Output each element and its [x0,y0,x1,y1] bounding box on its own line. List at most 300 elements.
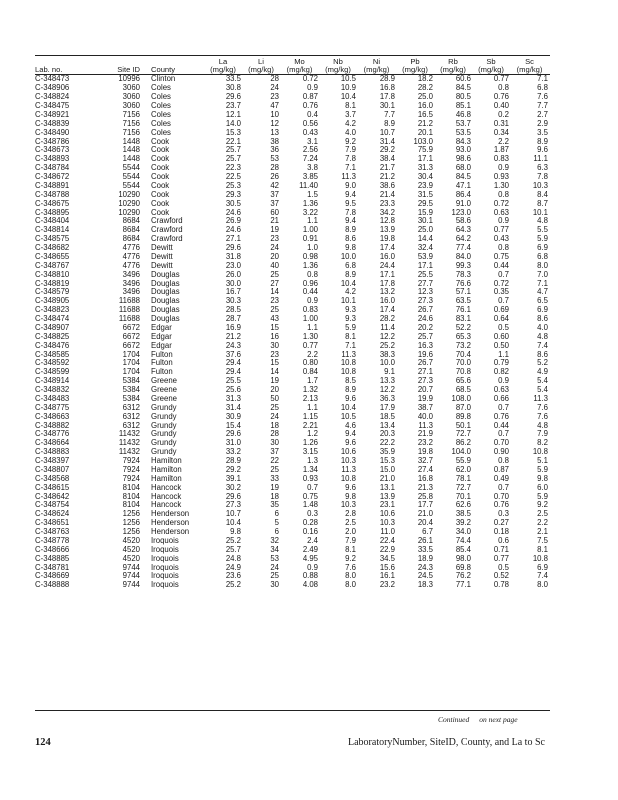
site-id-cell: 6312 [122,403,140,412]
site-id-cell: 4776 [122,261,140,270]
pb-cell: 26.7 [417,306,433,315]
column-header-unit: (mg/kg) [478,66,504,75]
nb-cell: 10.3 [340,501,356,510]
table-row [35,466,550,475]
mo-cell: 0.4 [307,110,318,119]
lab-number-cell: C-348483 [35,394,70,403]
ni-cell: 13.9 [379,226,395,235]
sc-cell: 7.6 [537,93,548,102]
table-row [35,546,550,555]
li-cell: 20 [270,386,279,395]
pb-cell: 25.5 [417,270,433,279]
sb-cell: 0.18 [493,528,509,537]
rb-cell: 58.6 [455,217,471,226]
sc-cell: 8.0 [537,581,548,590]
pb-cell: 31.5 [417,190,433,199]
sc-cell: 2.7 [537,110,548,119]
la-cell: 23.6 [225,572,241,581]
nb-cell: 8.1 [345,332,356,341]
la-cell: 28.5 [225,306,241,315]
ni-cell: 13.3 [379,377,395,386]
li-cell: 25 [270,270,279,279]
sc-cell: 8.9 [537,137,548,146]
ni-cell: 12.8 [379,217,395,226]
ni-cell: 17.8 [379,93,395,102]
sc-cell: 5.9 [537,492,548,501]
rb-cell: 70.4 [455,350,471,359]
lab-number-cell: C-348921 [35,110,70,119]
sc-cell: 6.0 [537,483,548,492]
rb-cell: 47.1 [455,181,471,190]
table-row [35,359,550,368]
mo-cell: 11.40 [299,181,318,190]
sb-cell: 0.7 [498,270,509,279]
nb-cell: 10.9 [340,84,356,93]
table-row [35,324,550,333]
lab-number-cell: C-348682 [35,244,70,253]
sb-cell: 0.2 [498,110,509,119]
mo-cell: 0.9 [307,297,318,306]
nb-cell: 11.3 [341,465,356,474]
lab-number-cell: C-348907 [35,323,70,332]
rb-cell: 65.6 [455,377,471,386]
la-cell: 37.6 [225,350,241,359]
lab-number-cell: C-348882 [35,421,70,430]
ni-cell: 11.0 [380,528,395,537]
table-row [35,129,550,138]
table-row [35,200,550,209]
ni-cell: 16.8 [379,84,395,93]
mo-cell: 0.76 [302,102,318,111]
lab-number-cell: C-348585 [35,350,70,359]
lab-number-cell: C-348885 [35,554,70,563]
table-row [35,84,550,93]
rb-cell: 93.0 [455,146,471,155]
site-id-cell: 1256 [122,528,140,537]
li-cell: 25 [270,403,279,412]
sc-cell: 6.9 [537,563,548,572]
rb-cell: 80.5 [455,93,471,102]
mo-cell: 1.36 [302,261,318,270]
ni-cell: 11.4 [380,323,395,332]
sb-cell: 0.44 [493,421,509,430]
pb-cell: 17.1 [417,261,433,270]
site-id-cell: 10290 [118,190,140,199]
sb-cell: 0.82 [493,368,509,377]
rb-cell: 78.1 [455,474,471,483]
pb-cell: 16.5 [417,110,433,119]
li-cell: 22 [270,457,279,466]
mo-cell: 0.84 [302,368,318,377]
nb-cell: 10.5 [340,74,356,84]
rb-cell: 108.0 [451,394,471,403]
lab-number-cell: C-348404 [35,217,70,226]
mo-cell: 1.32 [302,386,318,395]
column-header-unit: (mg/kg) [286,66,313,75]
mo-cell: 1.3 [307,457,318,466]
la-cell: 31.4 [225,403,241,412]
site-id-cell: 11432 [118,439,140,448]
site-id-cell: 4520 [122,536,140,545]
ni-cell: 10.6 [379,510,395,519]
sb-cell: 0.35 [493,288,509,297]
nb-cell: 8.1 [345,102,356,111]
ni-cell: 7.7 [384,110,395,119]
li-cell: 28 [270,74,279,84]
li-cell: 14 [270,288,279,297]
rb-cell: 76.2 [455,572,471,581]
nb-cell: 9.8 [345,492,356,501]
site-id-cell: 3060 [122,84,140,93]
la-cell: 24.3 [225,341,241,350]
sb-cell: 0.7 [498,403,509,412]
lab-number-cell: C-348810 [35,270,70,279]
site-id-cell: 1448 [122,155,140,164]
ni-cell: 38.6 [379,181,395,190]
lab-number-cell: C-348888 [35,581,70,590]
rb-cell: 70.8 [455,368,471,377]
geochemistry-table [35,58,550,590]
la-cell: 26.0 [225,270,241,279]
county-cell: Fulton [151,368,173,377]
sb-cell: 0.87 [493,465,509,474]
column-header-unit: (mg/kg) [248,66,274,75]
lab-number-cell: C-348823 [35,306,70,315]
sc-cell: 5.9 [537,235,548,244]
site-id-cell: 5384 [122,377,140,386]
li-cell: 19 [270,377,279,386]
table-row [35,430,550,439]
sc-cell: 8.0 [537,261,548,270]
lab-number-cell: C-348473 [35,74,70,84]
ni-cell: 15.3 [379,457,395,466]
sc-cell: 11.3 [533,394,548,403]
rb-cell: 98.6 [455,155,471,164]
la-cell: 22.3 [225,164,241,173]
county-cell: Cook [151,155,170,164]
county-cell: Iroquois [151,554,179,563]
table-row [35,484,550,493]
county-cell: Crawford [151,217,183,226]
column-header-name: Li [258,58,264,66]
li-cell: 37 [270,199,279,208]
table-row [35,102,550,111]
lab-number-cell: C-348474 [35,315,70,324]
site-id-cell: 11432 [118,448,140,457]
la-cell: 16.7 [225,288,241,297]
lab-number-cell: C-348893 [35,155,70,164]
mo-cell: 3.15 [302,448,318,457]
lab-number-cell: C-348663 [35,412,70,421]
ni-cell: 10.0 [379,359,395,368]
site-id-cell: 5384 [122,386,140,395]
table-row [35,173,550,182]
sb-cell: 0.8 [498,190,509,199]
mo-cell: 0.77 [302,341,318,350]
rb-cell: 87.0 [455,403,471,412]
lab-number-cell: C-348832 [35,386,70,395]
ni-cell: 15.0 [379,465,395,474]
sb-cell: 0.49 [493,474,509,483]
county-cell: Cook [151,173,170,182]
site-id-cell: 7156 [122,119,140,128]
site-id-cell: 4776 [122,244,140,253]
mo-cell: 0.88 [302,572,318,581]
sb-cell: 0.34 [493,128,509,137]
sc-cell: 7.1 [537,74,548,84]
county-cell: Cook [151,146,170,155]
la-cell: 29.6 [225,244,241,253]
county-cell: Douglas [151,315,180,324]
sb-cell: 0.63 [493,208,509,217]
page-number: 124 [35,737,51,748]
sb-cell: 1.87 [493,146,509,155]
sb-cell: 0.27 [493,519,509,528]
la-cell: 29.6 [225,93,241,102]
sc-cell: 2.5 [537,510,548,519]
rb-cell: 72.7 [455,430,471,439]
pb-cell: 23.9 [417,181,433,190]
lab-number-cell: C-348906 [35,84,70,93]
ni-cell: 35.9 [379,448,395,457]
mo-cell: 2.4 [307,536,318,545]
mo-cell: 0.7 [307,483,318,492]
nb-cell: 7.6 [345,563,356,572]
table-row [35,120,550,129]
rb-cell: 53.7 [455,119,471,128]
pb-cell: 18.9 [417,554,433,563]
la-cell: 29.3 [225,190,241,199]
pb-cell: 27.3 [417,377,433,386]
nb-cell: 8.5 [345,377,356,386]
pb-cell: 25.8 [417,492,433,501]
sb-cell: 0.79 [493,359,509,368]
site-id-cell: 5544 [122,173,140,182]
rb-cell: 46.8 [455,110,471,119]
li-cell: 21 [270,217,279,226]
table-bottom-rule [35,710,550,711]
table-row [35,564,550,573]
mo-cell: 0.16 [302,528,318,537]
pb-cell: 75.9 [417,146,433,155]
ni-cell: 24.4 [379,261,395,270]
li-cell: 35 [270,501,279,510]
mo-cell: 0.56 [302,119,318,128]
table-row [35,439,550,448]
county-cell: Iroquois [151,563,179,572]
ni-cell: 29.2 [379,146,395,155]
pb-cell: 23.2 [417,439,433,448]
site-id-cell: 1704 [122,368,140,377]
pb-cell: 20.7 [417,386,433,395]
sc-cell: 2.1 [537,528,548,537]
lab-number-cell: C-348655 [35,252,70,261]
rb-cell: 84.5 [455,173,471,182]
la-cell: 30.3 [225,297,241,306]
nb-cell: 7.1 [345,164,356,173]
ni-cell: 21.4 [379,190,395,199]
lab-number-cell: C-348891 [35,181,70,190]
site-id-cell: 1256 [122,519,140,528]
county-cell: Henderson [151,510,190,519]
ni-cell: 21.0 [379,474,395,483]
mo-cell: 1.30 [302,332,318,341]
li-cell: 26 [270,173,279,182]
table-row [35,297,550,306]
lab-number-cell: C-348669 [35,572,70,581]
sb-cell: 0.6 [498,536,509,545]
sb-cell: 0.77 [493,226,509,235]
nb-cell: 8.1 [345,545,356,554]
table-row [35,306,550,315]
mo-cell: 1.34 [302,465,318,474]
table-row [35,333,550,342]
running-footer-title: LaboratoryNumber, SiteID, County, and La to Sc [348,737,545,748]
county-cell: Iroquois [151,536,179,545]
sb-cell: 0.5 [498,323,509,332]
table-row [35,395,550,404]
sb-cell: 0.90 [493,448,509,457]
site-id-cell: 8684 [122,235,140,244]
li-cell: 15 [270,323,279,332]
rb-cell: 86.4 [455,190,471,199]
la-cell: 24.6 [225,226,241,235]
lab-number-cell: C-348776 [35,430,70,439]
mo-cell: 3.22 [302,208,318,217]
pb-cell: 24.6 [417,315,433,324]
nb-cell: 10.4 [340,403,356,412]
nb-cell: 9.4 [345,217,356,226]
county-cell: Greene [151,377,178,386]
rb-cell: 84.5 [455,84,471,93]
column-header-unit: (mg/kg) [402,66,428,75]
pb-cell: 33.5 [417,545,433,554]
pb-cell: 103.0 [413,137,433,146]
table-top-rule [35,55,550,56]
mo-cell: 1.5 [307,190,318,199]
next-page-label: on next page [479,715,518,724]
rb-cell: 57.1 [455,288,471,297]
nb-cell: 8.0 [345,572,356,581]
ni-cell: 15.6 [379,563,395,572]
pb-cell: 30.4 [417,173,433,182]
ni-cell: 36.3 [379,394,395,403]
rb-cell: 73.2 [455,341,471,350]
ni-cell: 13.4 [379,421,395,430]
ni-cell: 30.1 [379,102,395,111]
mo-cell: 2.13 [302,394,318,403]
county-cell: Coles [151,93,171,102]
table-body [35,75,550,590]
nb-cell: 7.9 [345,536,356,545]
nb-cell: 9.6 [345,439,356,448]
rb-cell: 98.0 [455,554,471,563]
sc-cell: 8.6 [537,350,548,359]
pb-cell: 19.8 [417,448,433,457]
county-cell: Hancock [151,492,182,501]
la-cell: 28.7 [225,315,241,324]
site-id-cell: 11432 [118,430,140,439]
table-row [35,244,550,253]
pb-cell: 19.6 [417,350,433,359]
mo-cell: 1.00 [302,226,318,235]
column-header-unit: (mg/kg) [440,66,466,75]
li-cell: 38 [270,137,279,146]
sc-cell: 7.4 [537,572,548,581]
pb-cell: 26.7 [417,359,433,368]
site-id-cell: 7156 [122,128,140,137]
lab-number-cell: C-348781 [35,563,70,572]
site-id-cell: 8684 [122,226,140,235]
pb-cell: 18.3 [417,581,433,590]
pb-cell: 27.3 [417,297,433,306]
lab-number-cell: C-348642 [35,492,70,501]
la-cell: 31.3 [225,394,241,403]
ni-cell: 23.2 [379,581,395,590]
county-cell: Douglas [151,279,180,288]
li-cell: 24 [270,84,279,93]
lab-number-cell: C-348763 [35,528,70,537]
ni-cell: 17.9 [379,403,395,412]
pb-cell: 18.2 [417,74,433,84]
li-cell: 6 [274,510,279,519]
mo-cell: 1.1 [307,323,318,332]
rb-cell: 60.6 [455,74,471,84]
lab-number-cell: C-348905 [35,297,70,306]
nb-cell: 4.2 [345,119,356,128]
site-id-cell: 7924 [122,457,140,466]
la-cell: 30.5 [225,199,241,208]
county-cell: Hamilton [151,465,182,474]
li-cell: 25 [270,572,279,581]
nb-cell: 9.3 [345,306,356,315]
rb-cell: 85.1 [455,102,471,111]
sb-cell: 0.70 [493,439,509,448]
nb-cell: 8.9 [345,386,356,395]
sc-cell: 5.5 [537,226,548,235]
nb-cell: 9.0 [345,181,356,190]
pb-cell: 11.3 [418,421,433,430]
site-id-cell: 5544 [122,181,140,190]
site-id-cell: 3496 [122,288,140,297]
pb-cell: 28.2 [417,84,433,93]
ni-cell: 22.2 [379,439,395,448]
sc-cell: 7.5 [537,536,548,545]
table-row [35,253,550,262]
pb-cell: 31.3 [417,164,433,173]
la-cell: 10.4 [225,519,241,528]
column-header-name: Pb [410,58,420,66]
county-cell: Grundy [151,421,177,430]
mo-cell: 0.28 [302,519,318,528]
lab-number-cell: C-348839 [35,119,70,128]
mo-cell: 1.0 [307,244,318,253]
rb-cell: 123.0 [451,208,471,217]
ni-cell: 13.2 [379,288,395,297]
lab-number-cell: C-348784 [35,164,70,173]
la-cell: 12.1 [225,110,241,119]
la-cell: 10.7 [225,510,241,519]
pb-cell: 53.9 [417,252,433,261]
site-id-cell: 3496 [122,270,140,279]
county-cell: Hancock [151,483,182,492]
nb-cell: 4.6 [345,421,356,430]
pb-cell: 27.1 [417,368,433,377]
site-id-cell: 5544 [122,164,140,173]
table-row [35,510,550,519]
nb-cell: 2.0 [345,528,356,537]
county-cell: Fulton [151,350,173,359]
